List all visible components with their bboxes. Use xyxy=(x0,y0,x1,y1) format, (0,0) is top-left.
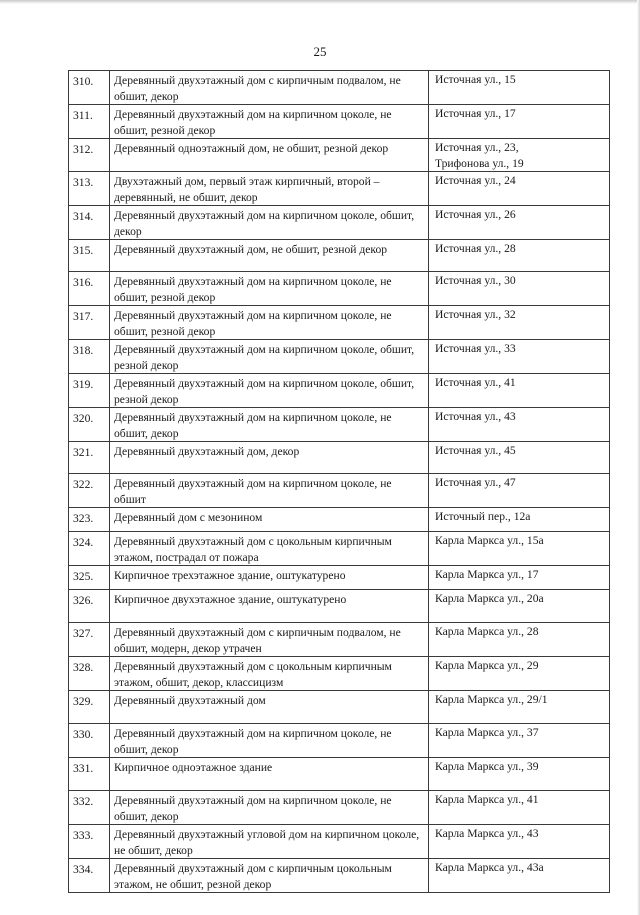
row-number: 326. xyxy=(69,590,110,623)
row-number: 314. xyxy=(69,206,110,240)
row-description: Кирпичное трехэтажное здание, оштукатурено xyxy=(110,566,429,590)
row-number: 327. xyxy=(69,623,110,657)
row-number: 318. xyxy=(69,340,110,374)
table-row xyxy=(69,825,610,859)
row-address xyxy=(429,139,610,172)
row-number: 317. xyxy=(69,306,110,340)
table-row xyxy=(69,657,610,691)
row-address: Источная ул., 24 xyxy=(429,172,610,206)
row-address: Карла Маркса ул., 43а xyxy=(429,859,610,893)
row-description: Двухэтажный дом, первый этаж кирпичный, второй – деревянный, не обшит, декор xyxy=(110,172,429,206)
row-address: Карла Маркса ул., 37 xyxy=(429,724,610,758)
row-number: 334. xyxy=(69,859,110,893)
table-row xyxy=(69,340,610,374)
table-row xyxy=(69,306,610,340)
row-description: Деревянный двухэтажный дом, не обшит, резной декор xyxy=(110,240,429,272)
row-number: 320. xyxy=(69,408,110,442)
row-description: Деревянный двухэтажный дом на кирпичном цоколе, не обшит xyxy=(110,474,429,508)
row-number: 319. xyxy=(69,374,110,408)
row-address: Источная ул., 43 xyxy=(429,408,610,442)
table-row xyxy=(69,71,610,105)
table-row xyxy=(69,724,610,758)
row-number: 321. xyxy=(69,442,110,474)
row-description: Деревянный двухэтажный дом на кирпичном цоколе, не обшит, резной декор xyxy=(110,105,429,139)
row-number: 333. xyxy=(69,825,110,859)
row-address: Источная ул., 26 xyxy=(429,206,610,240)
row-address: Источная ул., 32 xyxy=(429,306,610,340)
row-address: Карла Маркса ул., 28 xyxy=(429,623,610,657)
table-row xyxy=(69,691,610,724)
row-description: Кирпичное одноэтажное здание xyxy=(110,758,429,791)
row-description: Деревянный дом с мезонином xyxy=(110,508,429,532)
row-number: 316. xyxy=(69,272,110,306)
row-description: Деревянный двухэтажный дом xyxy=(110,691,429,724)
row-description: Кирпичное двухэтажное здание, оштукатурено xyxy=(110,590,429,623)
row-description: Деревянный одноэтажный дом, не обшит, резной декор xyxy=(110,139,429,172)
table-row xyxy=(69,859,610,893)
row-description: Деревянный двухэтажный дом с кирпичным цокольным этажом, не обшит, резной декор xyxy=(110,859,429,893)
row-description: Деревянный двухэтажный дом на кирпичном цоколе, обшит, резной декор xyxy=(110,340,429,374)
row-address: Карла Маркса ул., 20а xyxy=(429,590,610,623)
table-row xyxy=(69,172,610,206)
row-description: Деревянный двухэтажный дом с цокольным кирпичным этажом, обшит, декор, классицизм xyxy=(110,657,429,691)
row-address: Источная ул., 33 xyxy=(429,340,610,374)
table-row xyxy=(69,272,610,306)
row-number: 324. xyxy=(69,532,110,566)
row-address: Карла Маркса ул., 29 xyxy=(429,657,610,691)
row-description: Деревянный двухэтажный угловой дом на кирпичном цоколе, не обшит, декор xyxy=(110,825,429,859)
row-number: 325. xyxy=(69,566,110,590)
address-line-1: Источная ул., 23, xyxy=(435,141,519,154)
table-row xyxy=(69,590,610,623)
table-row xyxy=(69,508,610,532)
row-description: Деревянный двухэтажный дом на кирпичном цоколе, обшит, резной декор xyxy=(110,374,429,408)
row-address: Карла Маркса ул., 15а xyxy=(429,532,610,566)
table-row xyxy=(69,474,610,508)
table-row xyxy=(69,758,610,791)
row-description: Деревянный двухэтажный дом на кирпичном цоколе, не обшит, резной декор xyxy=(110,306,429,340)
row-description: Деревянный двухэтажный дом на кирпичном цоколе, не обшит, декор xyxy=(110,791,429,825)
row-description: Деревянный двухэтажный дом с цокольным кирпичным этажом, пострадал от пожара xyxy=(110,532,429,566)
row-number: 315. xyxy=(69,240,110,272)
row-address: Карла Маркса ул., 43 xyxy=(429,825,610,859)
row-number: 322. xyxy=(69,474,110,508)
row-address: Источная ул., 15 xyxy=(429,71,610,105)
row-number: 312. xyxy=(69,139,110,172)
row-number: 332. xyxy=(69,791,110,825)
table-row xyxy=(69,408,610,442)
row-number: 323. xyxy=(69,508,110,532)
row-address: Карла Маркса ул., 39 xyxy=(429,758,610,791)
table-row xyxy=(69,442,610,474)
row-address: Источная ул., 45 xyxy=(429,442,610,474)
table-row xyxy=(69,139,610,172)
row-address: Источная ул., 17 xyxy=(429,105,610,139)
row-number: 330. xyxy=(69,724,110,758)
row-description: Деревянный двухэтажный дом с кирпичным подвалом, не обшит, модерн, декор утрачен xyxy=(110,623,429,657)
row-address: Карла Маркса ул., 17 xyxy=(429,566,610,590)
row-address: Источная ул., 47 xyxy=(429,474,610,508)
scan-edge-top xyxy=(0,0,640,4)
row-address: Источная ул., 30 xyxy=(429,272,610,306)
row-description: Деревянный двухэтажный дом на кирпичном цоколе, не обшит, резной декор xyxy=(110,272,429,306)
row-description: Деревянный двухэтажный дом с кирпичным подвалом, не обшит, декор xyxy=(110,71,429,105)
row-number: 311. xyxy=(69,105,110,139)
row-address: Источный пер., 12а xyxy=(429,508,610,532)
address-line-2: Трифонова ул., 19 xyxy=(435,156,524,170)
table-row xyxy=(69,566,610,590)
row-number: 329. xyxy=(69,691,110,724)
table-row xyxy=(69,623,610,657)
row-address: Источная ул., 41 xyxy=(429,374,610,408)
row-address: Источная ул., 28 xyxy=(429,240,610,272)
row-number: 313. xyxy=(69,172,110,206)
heritage-registry-table xyxy=(68,70,610,893)
row-number: 328. xyxy=(69,657,110,691)
row-number: 331. xyxy=(69,758,110,791)
row-description: Деревянный двухэтажный дом на кирпичном цоколе, обшит, декор xyxy=(110,206,429,240)
page-number: 25 xyxy=(313,44,327,59)
row-description: Деревянный двухэтажный дом на кирпичном цоколе, не обшит, декор xyxy=(110,724,429,758)
table-row xyxy=(69,532,610,566)
row-description: Деревянный двухэтажный дом, декор xyxy=(110,442,429,474)
table-row xyxy=(69,105,610,139)
table-row xyxy=(69,240,610,272)
table-row xyxy=(69,206,610,240)
table-row xyxy=(69,791,610,825)
row-description: Деревянный двухэтажный дом на кирпичном цоколе, не обшит, декор xyxy=(110,408,429,442)
row-number: 310. xyxy=(69,71,110,105)
row-address: Карла Маркса ул., 29/1 xyxy=(429,691,610,724)
row-address: Карла Маркса ул., 41 xyxy=(429,791,610,825)
table-row xyxy=(69,374,610,408)
